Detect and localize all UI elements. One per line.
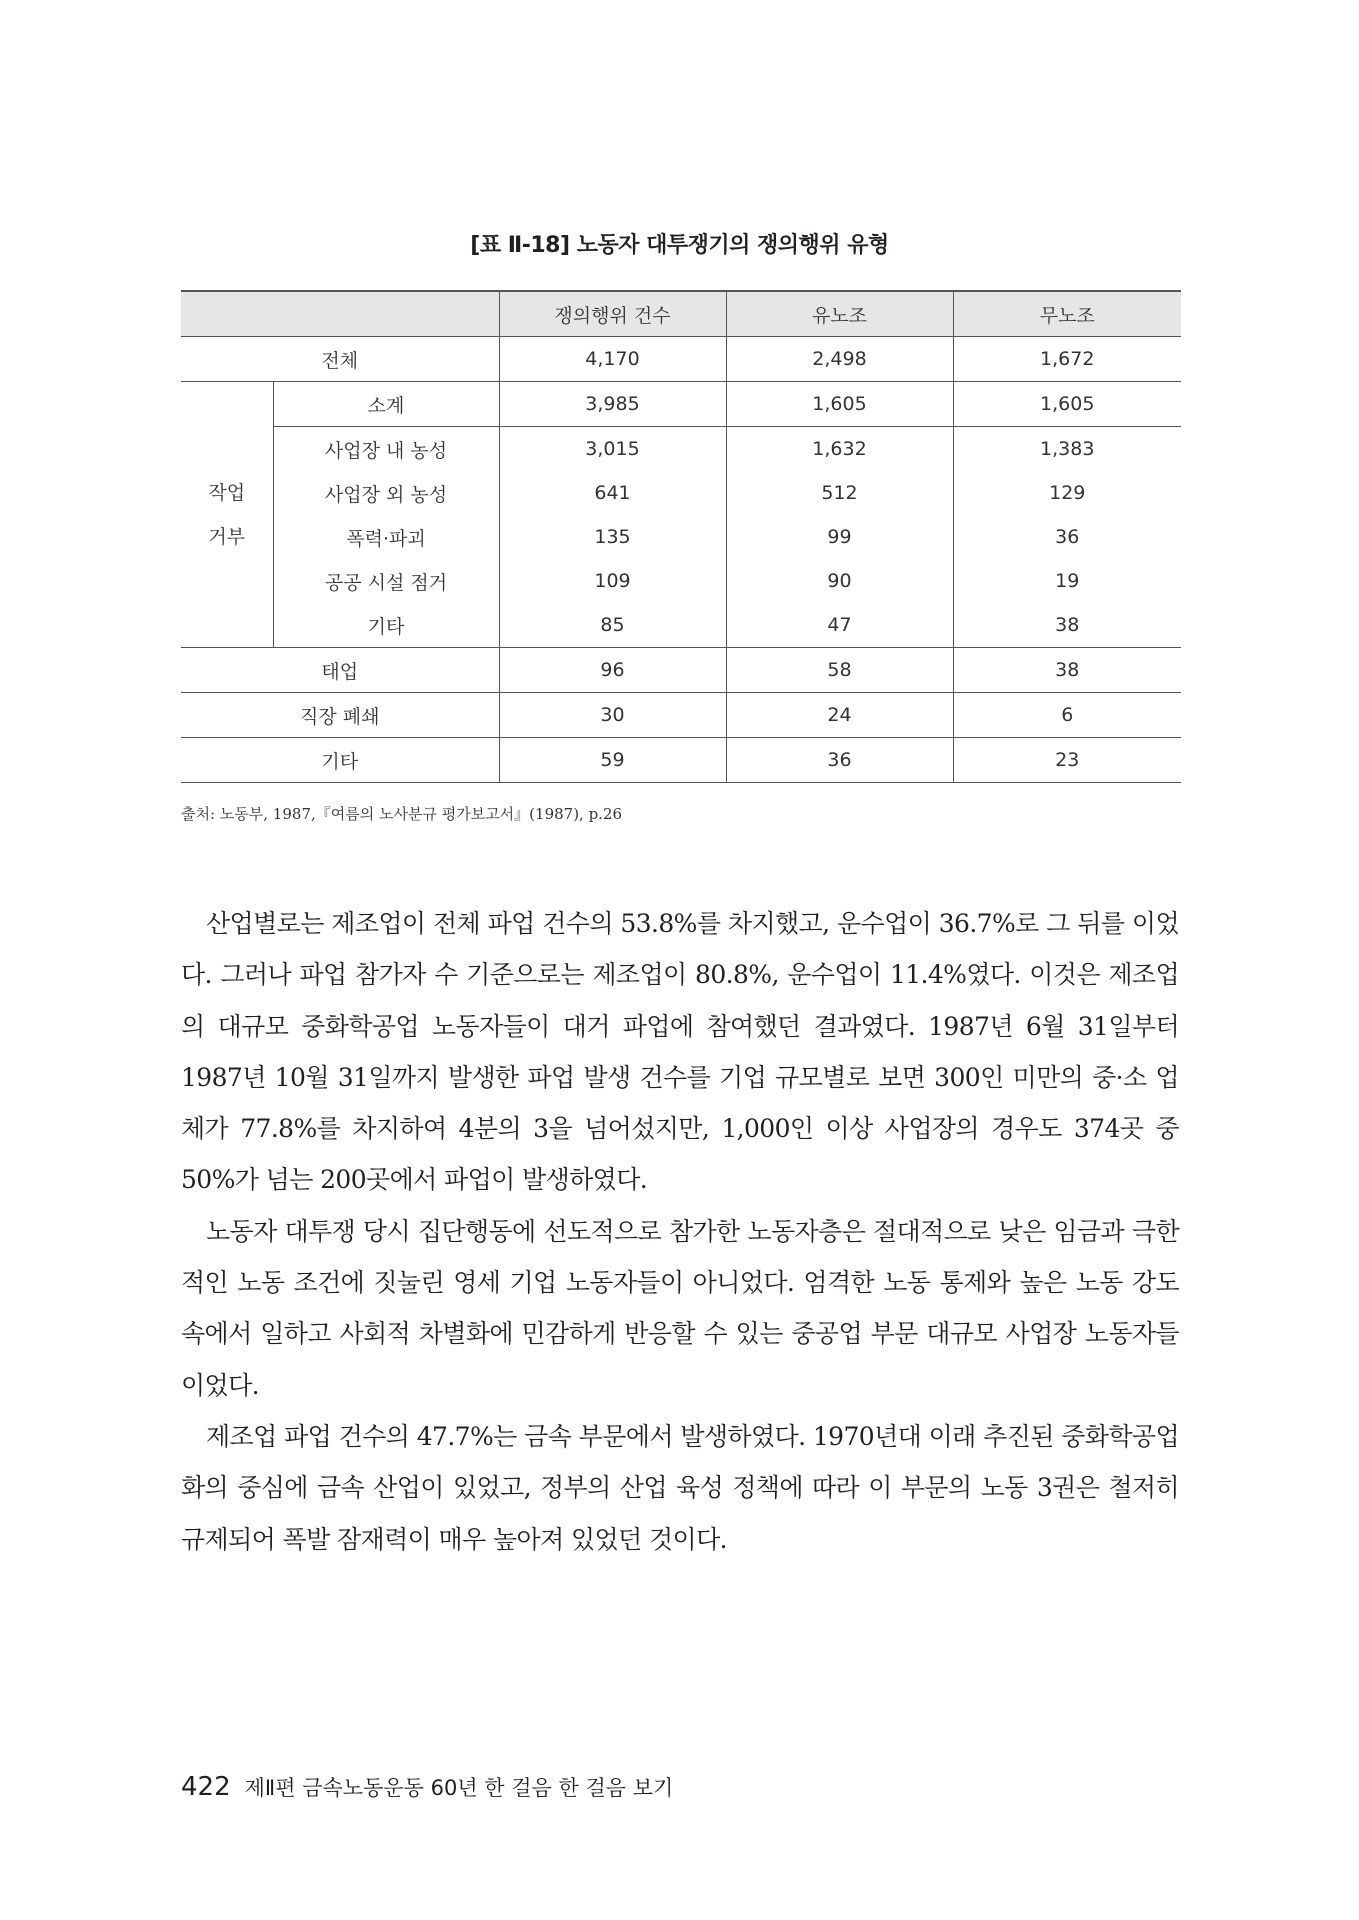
table-header-row — [181, 291, 1181, 337]
cell-count: 59 — [499, 738, 726, 783]
table-row — [181, 382, 1181, 427]
cell-count: 30 — [499, 693, 726, 738]
cell-union: 24 — [726, 693, 953, 738]
group-label-line: 거부 — [208, 525, 246, 548]
cell-union: 1,632 — [726, 427, 953, 472]
page-footer — [181, 1772, 673, 1802]
cell-nonunion: 19 — [953, 559, 1181, 603]
table-row — [181, 427, 1181, 472]
table-row — [181, 337, 1181, 382]
group-label-line: 작업 — [208, 481, 246, 504]
cell-count: 109 — [499, 559, 726, 603]
row-label: 소계 — [273, 382, 499, 427]
cell-nonunion: 38 — [953, 603, 1181, 648]
cell-count: 85 — [499, 603, 726, 648]
cell-union: 1,605 — [726, 382, 953, 427]
table-row — [181, 603, 1181, 648]
header-cell-count: 쟁의행위 건수 — [499, 291, 726, 337]
group-label-work-refusal — [181, 382, 273, 648]
row-label: 직장 폐쇄 — [181, 693, 499, 738]
table-row — [181, 693, 1181, 738]
row-label: 공공 시설 점거 — [324, 571, 448, 594]
header-cell-nonunion: 무노조 — [953, 291, 1181, 337]
cell-union: 47 — [726, 603, 953, 648]
table-caption: [표 Ⅱ-18] 노동자 대투쟁기의 쟁의행위 유형 — [470, 233, 889, 258]
cell-nonunion: 6 — [953, 693, 1181, 738]
table-row — [181, 648, 1181, 693]
table-row — [181, 559, 1181, 603]
cell-nonunion: 1,383 — [953, 427, 1181, 472]
cell-union: 58 — [726, 648, 953, 693]
paragraph: 노동자 대투쟁 당시 집단행동에 선도적으로 참가한 노동자층은 절대적으로 낮은 임금과 극한적인 노동 조건에 짓눌린 영세 기업 노동자들이 아니었다. 엄격한 노동 통제와 높은 노동 강도 속에서 일하고 사회적 차별화에 민감하게 반응할 수 있는 중공업 부문 대규모 사업장 노동자들이었다. — [181, 1216, 1179, 1400]
running-title: 제Ⅱ편 금속노동운동 60년 한 걸음 한 걸음 보기 — [244, 1776, 674, 1800]
cell-nonunion: 36 — [953, 515, 1181, 559]
header-cell-label — [181, 291, 499, 337]
cell-count: 96 — [499, 648, 726, 693]
cell-count: 135 — [499, 515, 726, 559]
cell-union: 512 — [726, 471, 953, 515]
row-label: 사업장 외 농성 — [324, 483, 448, 506]
page-number: 422 — [181, 1772, 231, 1802]
row-label: 태업 — [181, 648, 499, 693]
paragraph: 제조업 파업 건수의 47.7%는 금속 부문에서 발생하였다. 1970년대 이래 추진된 중화학공업화의 중심에 금속 산업이 있었고, 정부의 산업 육성 정책에 따라 이 부문의 노동 3권은 철저히 규제되어 폭발 잠재력이 매우 높아져 있었던 것이다. — [181, 1421, 1179, 1554]
table-row — [181, 471, 1181, 515]
row-label: 기타 — [181, 738, 499, 783]
table-source-note: 출처: 노동부, 1987,『여름의 노사분규 평가보고서』(1987), p.26 — [181, 805, 623, 823]
cell-union: 36 — [726, 738, 953, 783]
row-label: 사업장 내 농성 — [324, 439, 448, 462]
paragraph: 산업별로는 제조업이 전체 파업 건수의 53.8%를 차지했고, 운수업이 36.7%로 그 뒤를 이었다. 그러나 파업 참가자 수 기준으로는 제조업이 80.8%, 운수업이 11.4%였다. 이것은 제조업의 대규모 중화학공업 노동자들이 대거 파업에 참여했던 결과였다. 1987년 6월 31일부터 1987년 10월 31일까지 발생한 파업 발생 건수를 기업 규모별로 보면 300인 미만의 중·소 업체가 77.8%를 차지하여 4분의 3을 넘어섰지만, 1,000인 이상 사업장의 경우도 374곳 중 50%가 넘는 200곳에서 파업이 발생하였다. — [181, 909, 1179, 1195]
cell-count: 641 — [499, 471, 726, 515]
cell-count: 3,985 — [499, 382, 726, 427]
cell-nonunion: 129 — [953, 471, 1181, 515]
row-label: 폭력·파괴 — [346, 527, 426, 550]
header-cell-union: 유노조 — [726, 291, 953, 337]
table-row — [181, 738, 1181, 783]
cell-nonunion: 38 — [953, 648, 1181, 693]
row-label: 기타 — [273, 603, 499, 648]
row-label: 전체 — [181, 337, 499, 382]
cell-nonunion: 1,605 — [953, 382, 1181, 427]
cell-nonunion: 1,672 — [953, 337, 1181, 382]
table-row — [181, 515, 1181, 559]
cell-union: 90 — [726, 559, 953, 603]
dispute-type-table — [181, 290, 1181, 783]
cell-nonunion: 23 — [953, 738, 1181, 783]
cell-union: 99 — [726, 515, 953, 559]
cell-count: 4,170 — [499, 337, 726, 382]
cell-union: 2,498 — [726, 337, 953, 382]
body-text — [181, 898, 1179, 1565]
cell-count: 3,015 — [499, 427, 726, 472]
